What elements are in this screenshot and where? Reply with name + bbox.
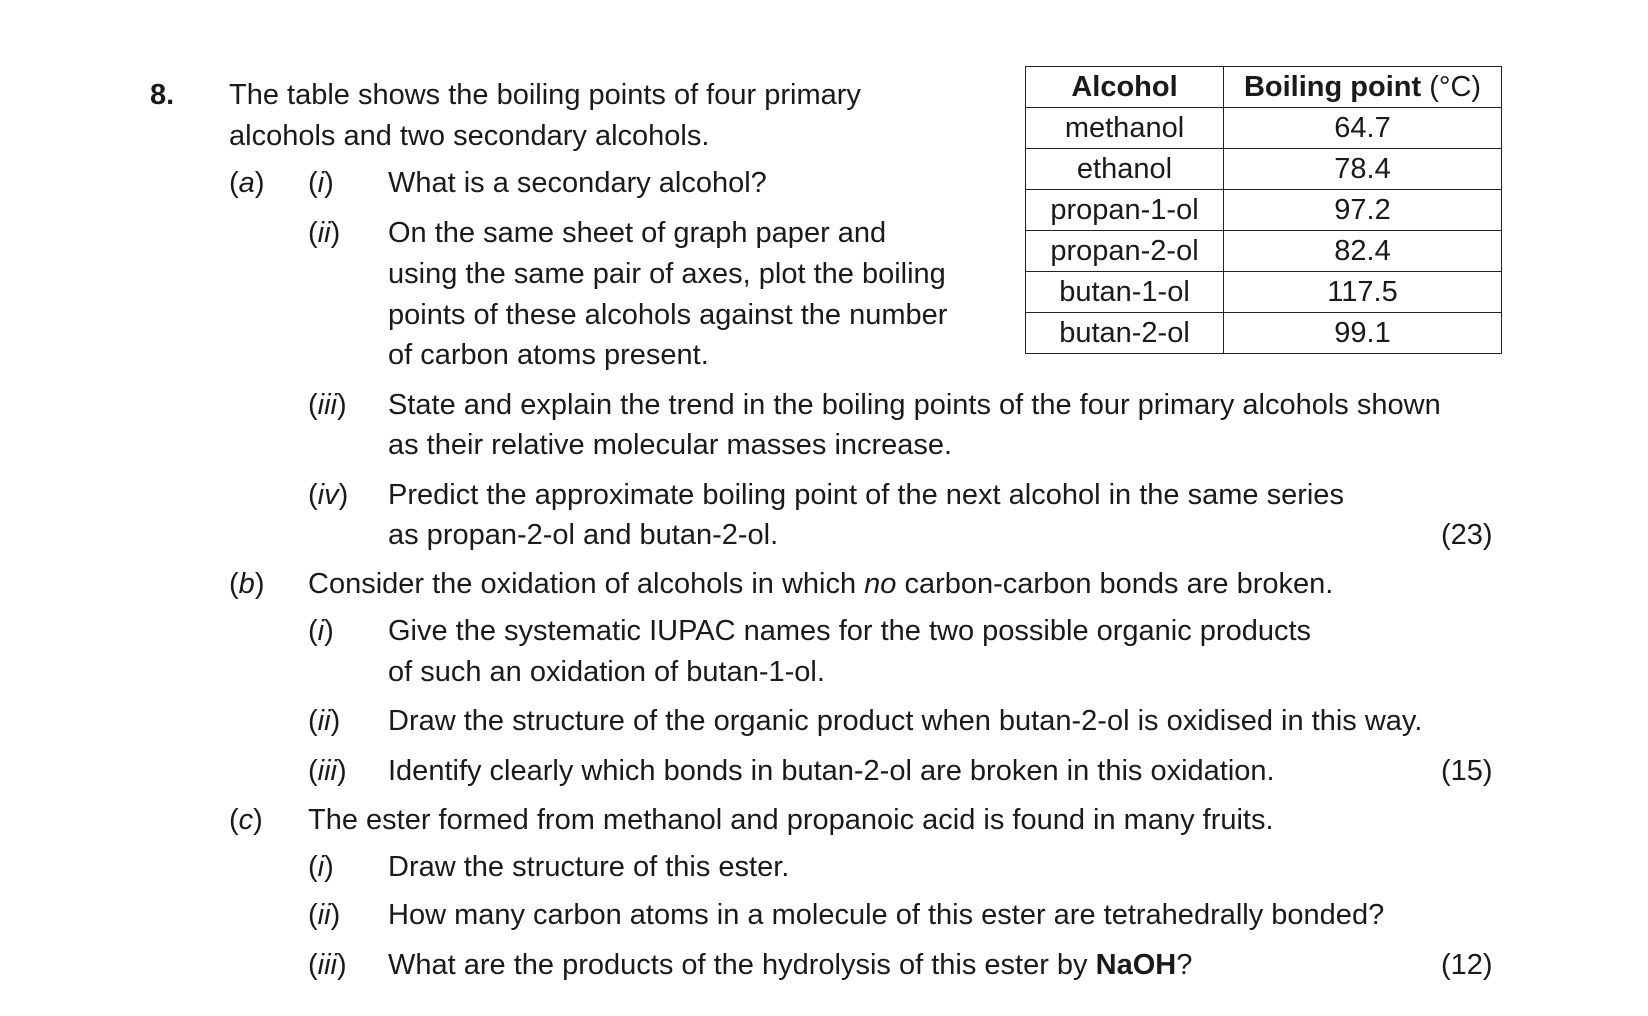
part-c-iii-post: ? — [1176, 949, 1193, 981]
boiling-point-value: 64.7 — [1224, 108, 1502, 149]
table-row — [1026, 190, 1502, 231]
part-c-i-text: Draw the structure of this ester. — [388, 851, 790, 883]
part-c-iii-label: (iii) — [308, 949, 347, 981]
part-c-i-label: (i) — [308, 851, 334, 883]
part-a-iv-line-1: Predict the approximate boiling point of the next alcohol in the same series — [388, 479, 1344, 511]
part-c-intro: The ester formed from methanol and propanoic acid is found in many fruits. — [308, 804, 1274, 836]
part-a-ii-line-3: points of these alcohols against the number — [388, 299, 948, 331]
part-a-iii-numeral: iii — [317, 389, 338, 421]
part-a-iv-label: (iv) — [308, 479, 349, 511]
part-b-i-line-2: of such an oxidation of butan-1-ol. — [388, 656, 825, 688]
part-a-i-label: (i) — [308, 167, 334, 199]
question-number: 8. — [150, 79, 175, 111]
header-alcohol: Alcohol — [1026, 67, 1224, 108]
boiling-point-table — [1025, 66, 1502, 354]
part-a-ii-label: (ii) — [308, 217, 341, 249]
part-a-iii-line-2: as their relative molecular masses increase. — [388, 429, 953, 461]
table-row — [1026, 231, 1502, 272]
part-a-letter: a — [238, 167, 255, 199]
part-b-ii-numeral: ii — [317, 705, 331, 737]
part-a-i-numeral: i — [317, 167, 325, 199]
alcohol-name: propan-1-ol — [1026, 190, 1224, 231]
alcohol-name: butan-1-ol — [1026, 272, 1224, 313]
alcohol-name: propan-2-ol — [1026, 231, 1224, 272]
part-c-letter: c — [238, 804, 254, 836]
part-c-label: (c) — [229, 804, 263, 836]
part-a-iii-line-1: State and explain the trend in the boiling points of the four primary alcohols shown — [388, 389, 1441, 421]
boiling-point-value: 97.2 — [1224, 190, 1502, 231]
part-c-ii-numeral: ii — [317, 899, 331, 931]
part-b-i-line-1: Give the systematic IUPAC names for the two possible organic products — [388, 615, 1312, 647]
part-b-iii-numeral: iii — [317, 755, 338, 787]
alcohol-name: methanol — [1026, 108, 1224, 149]
boiling-point-value: 117.5 — [1224, 272, 1502, 313]
part-b-i-numeral: i — [317, 615, 325, 647]
part-a-iv-line-2: as propan-2-ol and butan-2-ol. — [388, 519, 779, 551]
part-b-intro-pre: Consider the oxidation of alcohols in which — [308, 568, 865, 600]
part-b-i-label: (i) — [308, 615, 334, 647]
part-a-label: (a) — [229, 167, 265, 199]
header-bp-unit: (°C) — [1429, 71, 1482, 103]
part-c-i-numeral: i — [317, 851, 325, 883]
part-a-marks: (23) — [1441, 519, 1493, 551]
table-header-row — [1026, 67, 1502, 108]
part-b-marks: (15) — [1441, 755, 1493, 787]
boiling-point-value: 99.1 — [1224, 313, 1502, 354]
part-c-iii-pre: What are the products of the hydrolysis of this ester by — [388, 949, 1096, 981]
part-a-i-text: What is a secondary alcohol? — [388, 167, 767, 199]
question-intro-line-1: The table shows the boiling points of four primary — [229, 79, 861, 111]
part-b-letter: b — [238, 568, 255, 600]
table-row — [1026, 108, 1502, 149]
part-a-iii-label: (iii) — [308, 389, 347, 421]
table-row — [1026, 313, 1502, 354]
part-a-ii-line-1: On the same sheet of graph paper and — [388, 217, 887, 249]
part-c-ii-text: How many carbon atoms in a molecule of this ester are tetrahedrally bonded? — [388, 899, 1385, 931]
table-row — [1026, 272, 1502, 313]
part-b-iii-text: Identify clearly which bonds in butan-2-ol are broken in this oxidation. — [388, 755, 1275, 787]
alcohol-name: butan-2-ol — [1026, 313, 1224, 354]
part-b-ii-label: (ii) — [308, 705, 341, 737]
header-boiling-point — [1224, 67, 1502, 108]
part-b-ii-text: Draw the structure of the organic product when butan-2-ol is oxidised in this way. — [388, 705, 1423, 737]
part-c-ii-label: (ii) — [308, 899, 341, 931]
part-c-iii-formula: NaOH — [1095, 949, 1177, 981]
part-c-marks: (12) — [1441, 949, 1493, 981]
table-row — [1026, 149, 1502, 190]
question-intro-line-2: alcohols and two secondary alcohols. — [229, 120, 710, 152]
alcohol-name: ethanol — [1026, 149, 1224, 190]
part-b-intro-post: carbon-carbon bonds are broken. — [896, 568, 1334, 600]
part-b-intro — [308, 564, 1333, 604]
part-a-ii-numeral: ii — [317, 217, 331, 249]
part-b-label: (b) — [229, 568, 265, 600]
part-b-iii-label: (iii) — [308, 755, 347, 787]
boiling-point-value: 78.4 — [1224, 149, 1502, 190]
header-bp-label: Boiling point — [1243, 71, 1422, 103]
part-a-iv-numeral: iv — [317, 479, 339, 511]
part-c-iii-numeral: iii — [317, 949, 338, 981]
part-b-intro-emphasis: no — [864, 568, 897, 600]
boiling-point-value: 82.4 — [1224, 231, 1502, 272]
part-a-ii-line-2: using the same pair of axes, plot the boiling — [388, 258, 946, 290]
part-a-ii-line-4: of carbon atoms present. — [388, 339, 709, 371]
part-c-iii-text — [388, 945, 1192, 985]
